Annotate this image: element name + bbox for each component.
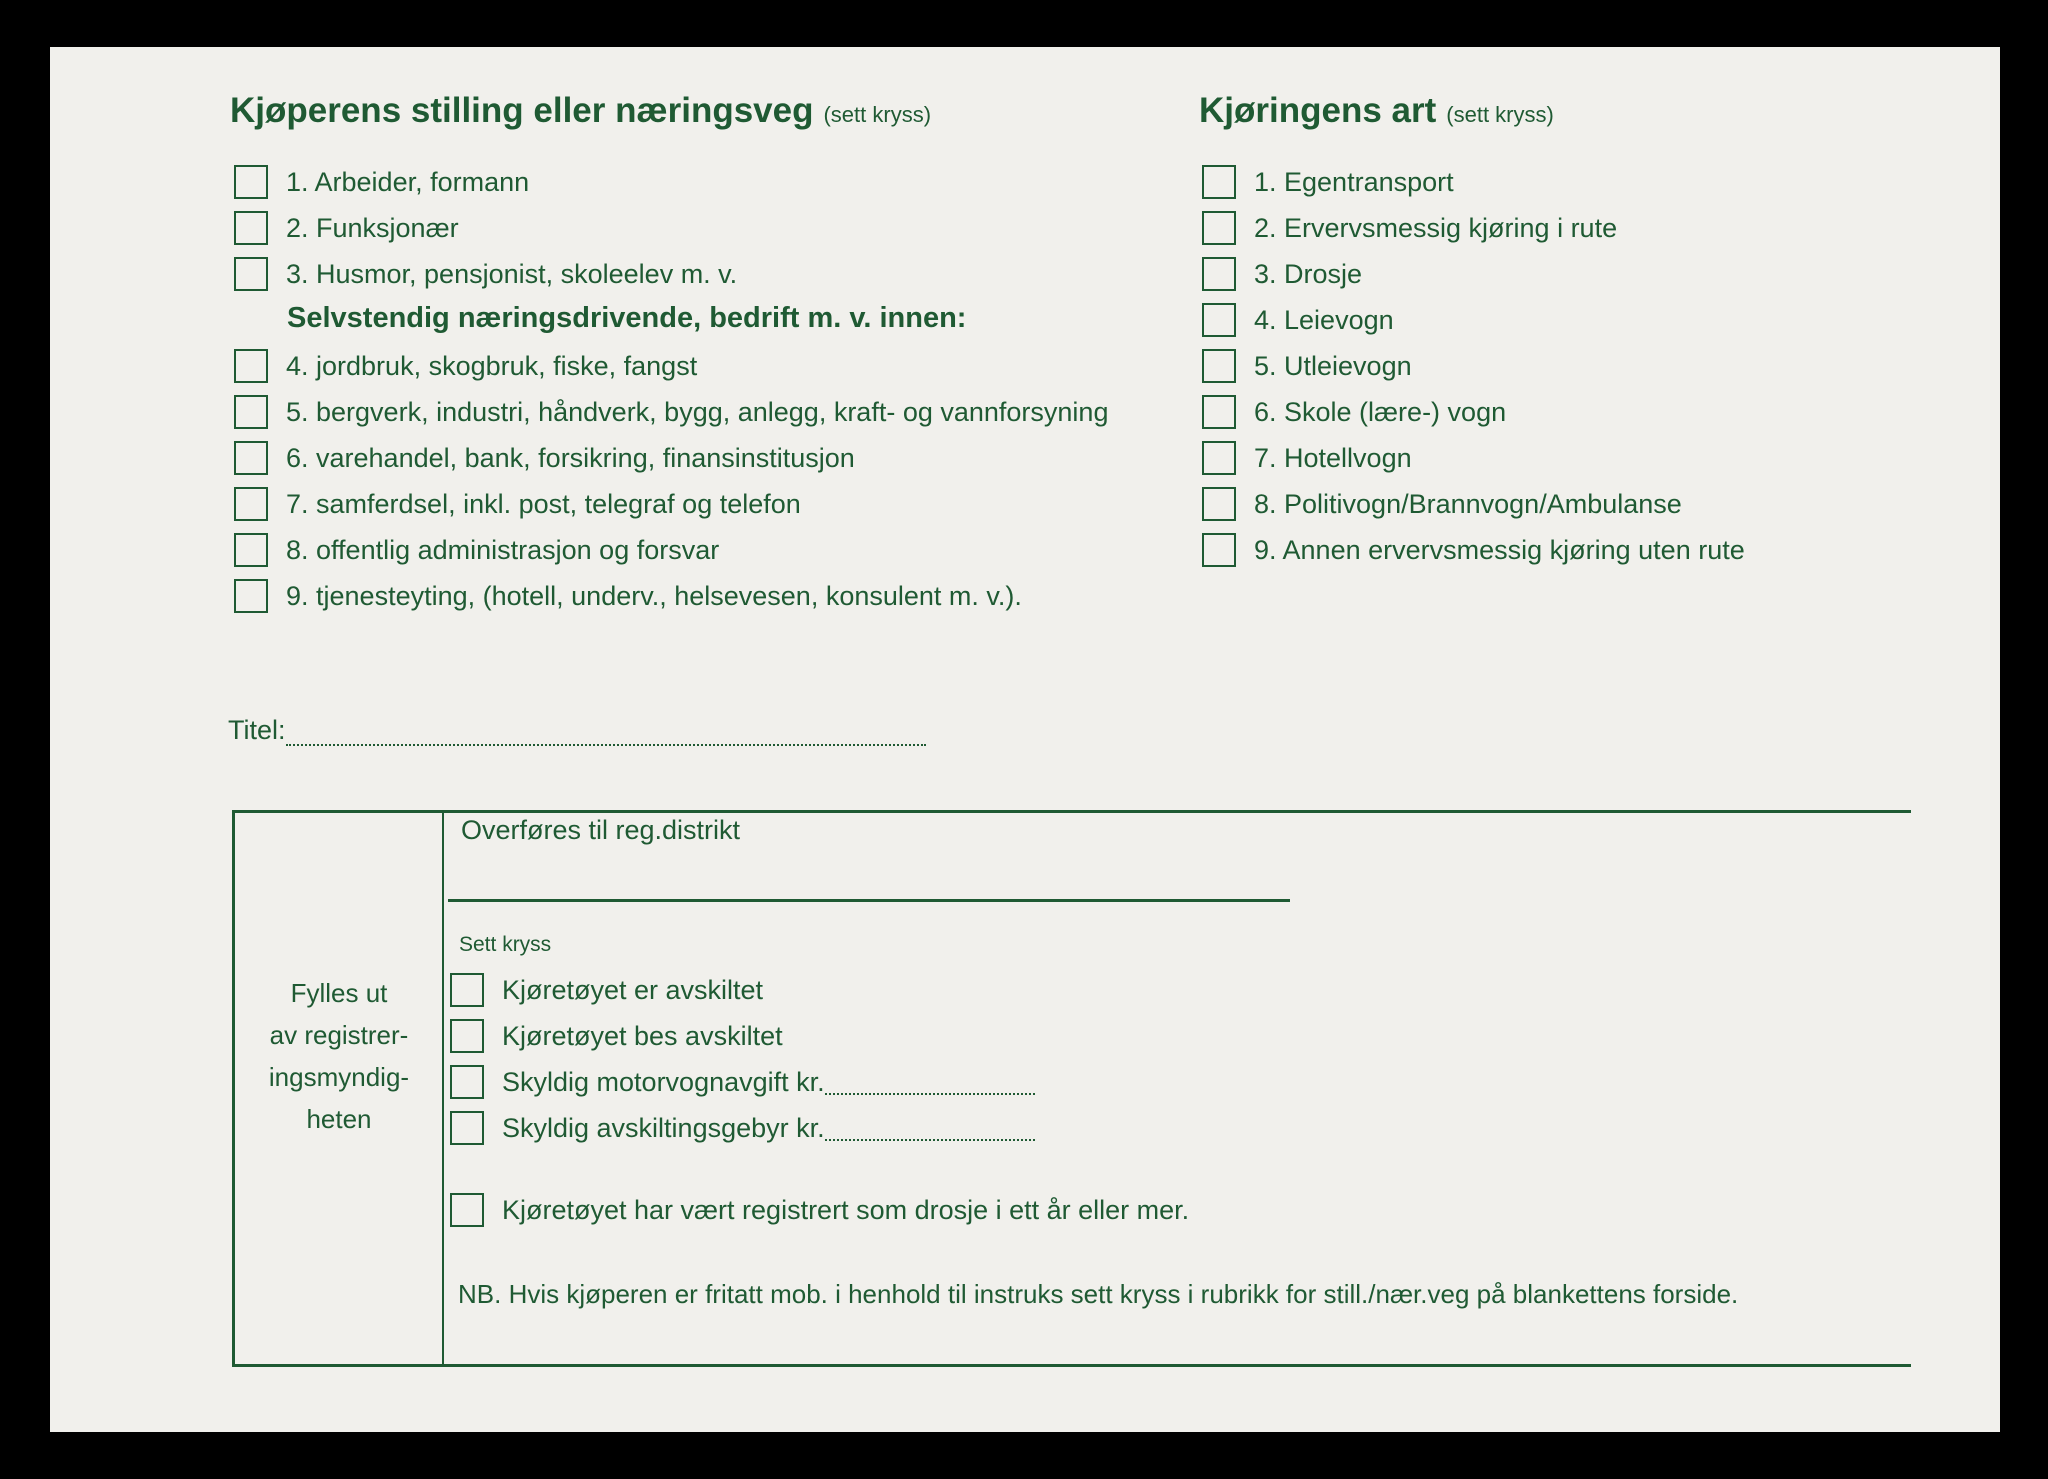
left-section-title	[230, 91, 931, 131]
checkbox[interactable]	[450, 973, 484, 1007]
option-label: 7. samferdsel, inkl. post, telegraf og telefon	[286, 488, 801, 519]
option-label: 8. Politivogn/Brannvogn/Ambulanse	[1254, 488, 1682, 519]
checkbox[interactable]	[234, 349, 268, 383]
option-label: Kjøretøyet har vært registrert som drosje i ett år eller mer.	[502, 1194, 1190, 1225]
status-option-drosje-one-year[interactable]	[450, 1191, 1189, 1229]
option-label: 9. Annen ervervsmessig kjøring uten rute	[1254, 534, 1745, 565]
option-label: 3. Drosje	[1254, 258, 1363, 289]
box-bottom-border	[232, 1364, 1911, 1367]
self-employed-subheading: Selvstendig næringsdrivende, bedrift m. v. innen:	[287, 302, 967, 334]
option-label: 1. Egentransport	[1254, 166, 1454, 197]
side-label-line: ingsmyndig-	[268, 1062, 410, 1092]
checkbox[interactable]	[234, 441, 268, 475]
checkbox[interactable]	[234, 487, 268, 521]
checkbox[interactable]	[450, 1065, 484, 1099]
occupation-option-8[interactable]	[234, 531, 719, 569]
option-label: 6. Skole (lære-) vogn	[1254, 396, 1507, 427]
checkbox[interactable]	[234, 579, 268, 613]
checkbox[interactable]	[1202, 487, 1236, 521]
amount-dotted-line[interactable]	[825, 1069, 1035, 1095]
titel-dotted-line[interactable]	[286, 720, 926, 746]
titel-field[interactable]	[228, 715, 926, 746]
side-label-line: Fylles ut	[290, 978, 388, 1008]
checkbox[interactable]	[1202, 211, 1236, 245]
right-title-note: (sett kryss)	[1446, 102, 1554, 127]
occupation-option-4[interactable]	[234, 347, 697, 385]
option-label: 4. Leievogn	[1254, 304, 1394, 335]
status-option-motorvognavgift[interactable]	[450, 1063, 1035, 1101]
driving-type-option-9[interactable]	[1202, 531, 1745, 569]
transfer-district-label: Overføres til reg.distrikt	[461, 815, 741, 845]
left-title-text: Kjøperens stilling eller næringsveg	[230, 91, 814, 130]
status-option-avskiltingsgebyr[interactable]	[450, 1109, 1035, 1147]
driving-type-option-7[interactable]	[1202, 439, 1412, 477]
status-option-bes-avskiltet[interactable]	[450, 1017, 783, 1055]
checkbox[interactable]	[234, 165, 268, 199]
driving-type-option-3[interactable]	[1202, 255, 1362, 293]
form-sheet	[50, 47, 2000, 1432]
checkbox[interactable]	[450, 1193, 484, 1227]
option-label: 5. Utleievogn	[1254, 350, 1412, 381]
option-label: 9. tjenesteyting, (hotell, underv., helsevesen, konsulent m. v.).	[286, 580, 1022, 611]
amount-dotted-line[interactable]	[825, 1115, 1035, 1141]
driving-type-option-5[interactable]	[1202, 347, 1412, 385]
checkbox[interactable]	[1202, 165, 1236, 199]
option-label: 1. Arbeider, formann	[286, 166, 530, 197]
checkbox[interactable]	[1202, 441, 1236, 475]
side-label-line: av registrer-	[269, 1020, 409, 1050]
occupation-option-1[interactable]	[234, 163, 529, 201]
checkbox[interactable]	[234, 533, 268, 567]
option-label: 3. Husmor, pensjonist, skoleelev m. v.	[286, 258, 738, 289]
checkbox[interactable]	[1202, 349, 1236, 383]
sett-kryss-label: Sett kryss	[459, 933, 552, 956]
option-label: 8. offentlig administrasjon og forsvar	[286, 534, 720, 565]
checkbox[interactable]	[450, 1019, 484, 1053]
option-label: 5. bergverk, industri, håndverk, bygg, anlegg, kraft- og vannforsyning	[286, 396, 1109, 427]
right-title-text: Kjøringens art	[1199, 91, 1437, 130]
side-label-line: heten	[306, 1104, 372, 1134]
left-title-note: (sett kryss)	[823, 102, 932, 127]
titel-label: Titel:	[228, 715, 286, 745]
driving-type-option-6[interactable]	[1202, 393, 1506, 431]
occupation-option-2[interactable]	[234, 209, 459, 247]
occupation-option-6[interactable]	[234, 439, 855, 477]
occupation-option-5[interactable]	[234, 393, 1108, 431]
driving-type-option-1[interactable]	[1202, 163, 1454, 201]
option-label: 6. varehandel, bank, forsikring, finansinstitusjon	[286, 442, 855, 473]
checkbox[interactable]	[234, 211, 268, 245]
registration-authority-label	[236, 972, 442, 1140]
checkbox[interactable]	[1202, 257, 1236, 291]
driving-type-option-4[interactable]	[1202, 301, 1394, 339]
option-label: Kjøretøyet bes avskiltet	[502, 1020, 783, 1051]
checkbox[interactable]	[1202, 395, 1236, 429]
option-label: Skyldig avskiltingsgebyr kr.	[502, 1112, 825, 1143]
occupation-option-3[interactable]	[234, 255, 737, 293]
box-top-border	[232, 810, 1911, 813]
option-label: 2. Ervervsmessig kjøring i rute	[1254, 212, 1618, 243]
checkbox[interactable]	[234, 257, 268, 291]
occupation-option-9[interactable]	[234, 577, 1022, 615]
status-option-avskiltet[interactable]	[450, 971, 763, 1009]
driving-type-option-8[interactable]	[1202, 485, 1682, 523]
box-left-border	[232, 810, 235, 1367]
checkbox[interactable]	[450, 1111, 484, 1145]
checkbox[interactable]	[1202, 533, 1236, 567]
driving-type-option-2[interactable]	[1202, 209, 1617, 247]
occupation-option-7[interactable]	[234, 485, 801, 523]
option-label: 7. Hotellvogn	[1254, 442, 1412, 473]
checkbox[interactable]	[234, 395, 268, 429]
option-label: Kjøretøyet er avskiltet	[502, 974, 764, 1005]
option-label: 4. jordbruk, skogbruk, fiske, fangst	[286, 350, 698, 381]
nb-note: NB. Hvis kjøperen er fritatt mob. i henhold til instruks sett kryss i rubrikk for still./nær.veg på blankettens forside.	[458, 1279, 1739, 1309]
option-label: 2. Funksjonær	[286, 212, 459, 243]
transfer-district-line[interactable]	[448, 899, 1290, 902]
option-label: Skyldig motorvognavgift kr.	[502, 1066, 825, 1097]
box-divider	[442, 810, 444, 1367]
right-section-title	[1199, 91, 1554, 131]
checkbox[interactable]	[1202, 303, 1236, 337]
